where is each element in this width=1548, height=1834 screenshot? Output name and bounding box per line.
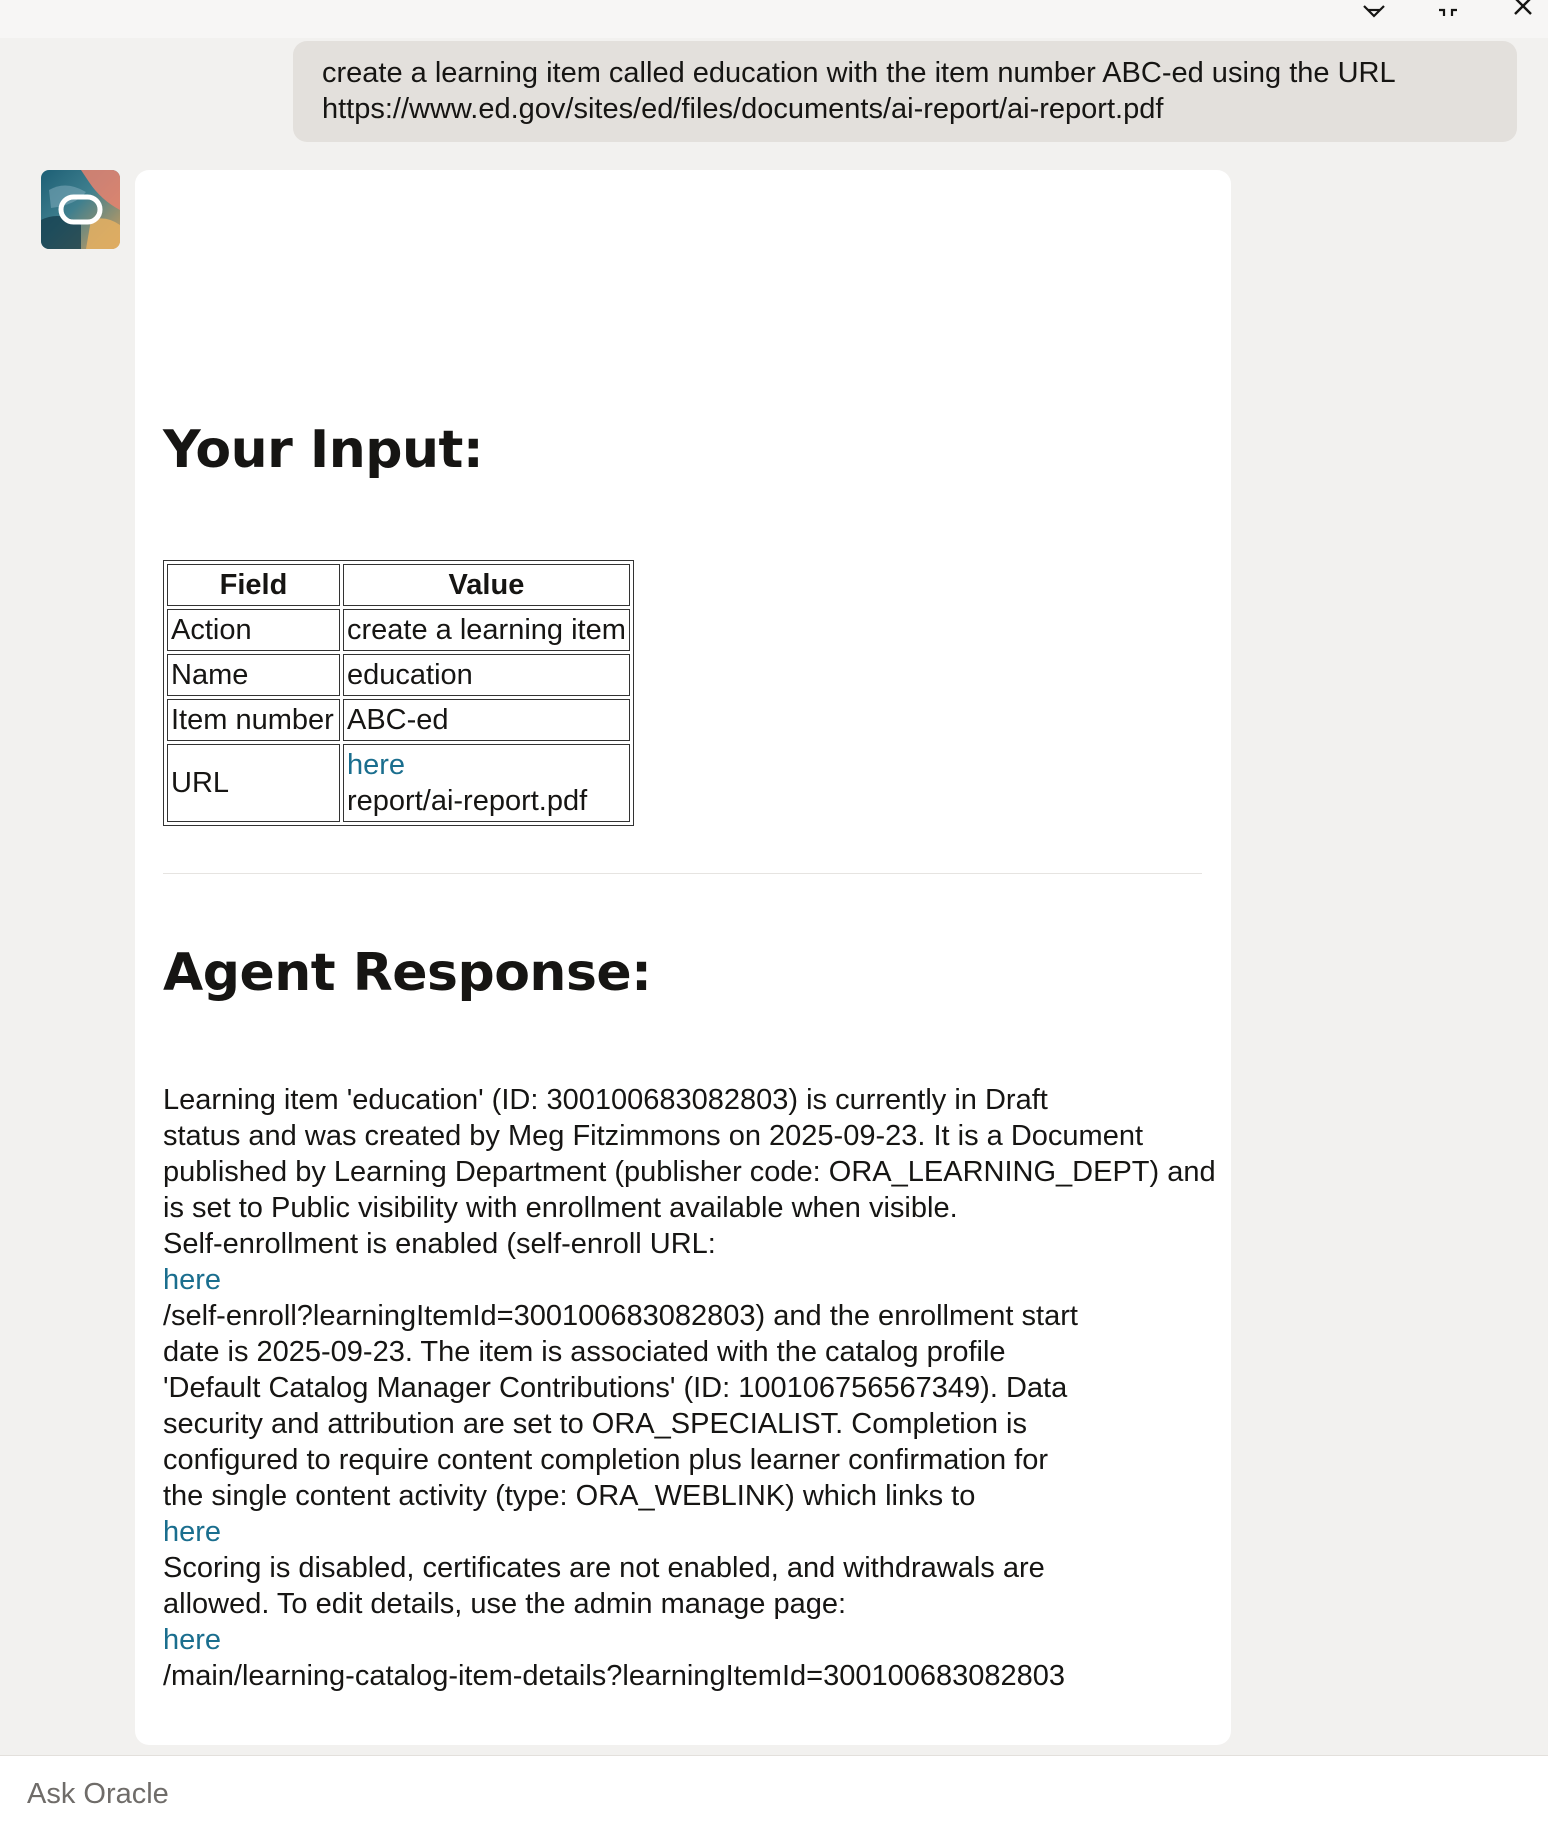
response-line: status and was created by Meg Fitzimmons on 2025-09-23. It is a Document <box>163 1120 1144 1152</box>
agent-response-card <box>135 170 1231 1745</box>
table-row <box>167 609 630 651</box>
table-cell-field: Action <box>167 609 340 651</box>
agent-response-title: Agent Response: <box>163 943 652 1003</box>
response-line: Scoring is disabled, certificates are not enabled, and withdrawals are <box>163 1552 1045 1584</box>
table-cell-field: Item number <box>167 699 340 741</box>
table-row <box>167 744 630 822</box>
table-row <box>167 699 630 741</box>
close-icon[interactable] <box>1507 0 1541 20</box>
content-here-link[interactable]: here <box>163 1516 222 1548</box>
self-enroll-here-link[interactable]: here <box>163 1264 222 1296</box>
table-cell-field: Name <box>167 654 340 696</box>
url-suffix-text: report/ai-report.pdf <box>347 785 588 817</box>
top-bar <box>0 0 1548 38</box>
table-cell-value: create a learning item <box>343 609 630 651</box>
oracle-avatar-icon <box>41 170 120 249</box>
table-cell-field: URL <box>167 744 340 822</box>
table-cell-value: ABC-ed <box>343 699 630 741</box>
input-table <box>163 560 634 826</box>
response-line: the single content activity (type: ORA_WEBLINK) which links to <box>163 1480 976 1512</box>
table-header-field: Field <box>167 564 340 606</box>
response-line: is set to Public visibility with enrollment available when visible. <box>163 1192 958 1224</box>
response-line: 'Default Catalog Manager Contributions' (ID: 100106756567349). Data <box>163 1372 1068 1404</box>
response-line: security and attribution are set to ORA_SPECIALIST. Completion is <box>163 1408 1027 1440</box>
table-header-row <box>167 564 630 606</box>
user-message-line: create a learning item called education with the item number ABC-ed using the URL <box>322 57 1396 89</box>
table-cell-value <box>343 744 630 822</box>
ask-bar <box>0 1755 1548 1834</box>
user-message-bubble <box>293 41 1517 142</box>
section-divider <box>163 873 1202 874</box>
collapse-icon[interactable] <box>1431 0 1465 20</box>
url-here-link[interactable]: here <box>347 749 406 781</box>
response-line: allowed. To edit details, use the admin manage page: <box>163 1588 847 1620</box>
table-header-value: Value <box>343 564 630 606</box>
table-row <box>167 654 630 696</box>
ask-oracle-input[interactable] <box>27 1774 1517 1814</box>
user-message-line: https://www.ed.gov/sites/ed/files/documents/ai-report/ai-report.pdf <box>322 93 1164 125</box>
input-section-title: Your Input: <box>163 420 484 480</box>
clear-chat-icon[interactable] <box>1357 0 1391 20</box>
response-line: date is 2025-09-23. The item is associated with the catalog profile <box>163 1336 1006 1368</box>
response-line: configured to require content completion plus learner confirmation for <box>163 1444 1048 1476</box>
response-line: /self-enroll?learningItemId=300100683082803) and the enrollment start <box>163 1300 1078 1332</box>
table-cell-value: education <box>343 654 630 696</box>
response-line: Learning item 'education' (ID: 300100683082803) is currently in Draft <box>163 1084 1048 1116</box>
response-line: Self-enrollment is enabled (self-enroll URL: <box>163 1228 716 1260</box>
agent-response-text <box>163 1082 1223 1694</box>
response-line: /main/learning-catalog-item-details?learningItemId=300100683082803 <box>163 1660 1066 1692</box>
response-line: published by Learning Department (publisher code: ORA_LEARNING_DEPT) and <box>163 1156 1216 1188</box>
admin-manage-here-link[interactable]: here <box>163 1624 222 1656</box>
